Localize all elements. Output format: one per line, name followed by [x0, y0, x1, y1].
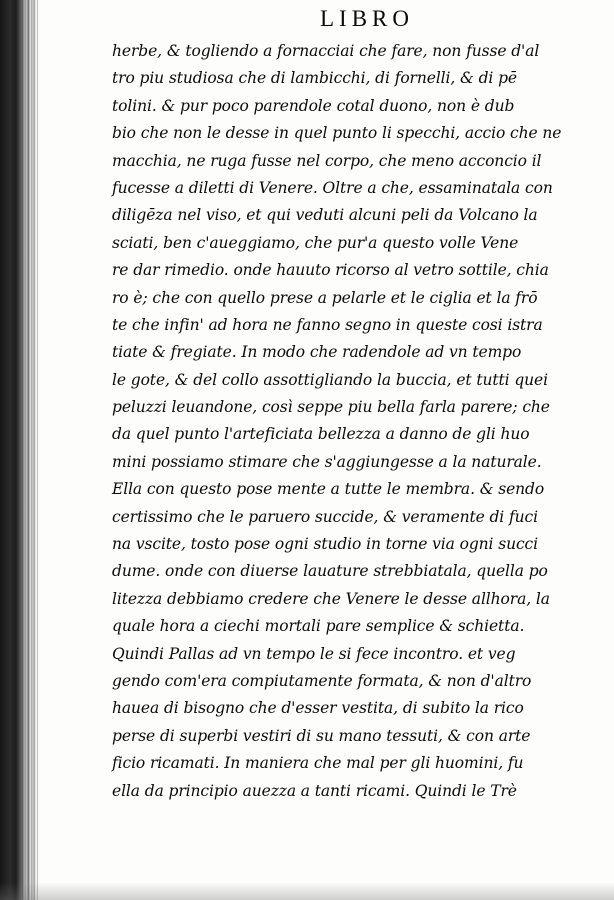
text-line: perse di superbi vestiri di su mano tessuti, & con arte [112, 726, 531, 745]
text-line: bio che non le desse in quel punto li specchi, accio che ne [112, 124, 562, 143]
running-head: LIBRO [320, 6, 414, 31]
text-line: te che infin' ad hora ne fanno segno in queste cosi istra [112, 315, 543, 334]
text-line: dume. onde con diuerse lauature strebbiatala, quella po [112, 562, 548, 581]
text-line: Ella con questo pose mente a tutte le membra. & sendo [112, 480, 545, 499]
text-line: litezza debbiamo credere che Venere le desse allhora, la [112, 589, 550, 608]
text-line: re dar rimedio. onde hauuto ricorso al vetro sottile, chia [112, 261, 549, 280]
text-line: tro piu studiosa che di lambicchi, di fornelli, & di pē [112, 69, 517, 88]
text-line: na vscite, tosto pose ogni studio in torne via ogni succi [112, 535, 538, 554]
text-line: ficio ricamati. In maniera che mal per gli huomini, fu [112, 754, 524, 773]
text-line: herbe, & togliendo a fornacciai che fare, non fusse d'al [112, 42, 540, 60]
text-line: le gote, & del collo assottigliando la buccia, et tutti quei [112, 370, 548, 389]
text-line: tiate & fregiate. In modo che radendole ad vn tempo [112, 343, 522, 362]
text-line: peluzzi leuandone, così seppe piu bella farla parere; che [112, 398, 550, 417]
page-bottom-shadow [0, 882, 614, 900]
text-line: diligēza nel viso, et qui veduti alcuni peli da Volcano la [112, 206, 538, 225]
text-line: gendo com'era compiutamente formata, & non d'altro [112, 671, 532, 690]
text-line: macchia, ne ruga fusse nel corpo, che meno acconcio il [112, 151, 542, 170]
text-line: da quel punto l'arteficiata bellezza a danno de gli huo [112, 425, 530, 444]
text-line: sciati, ben c'aueggiamo, che pur'a questo volle Vene [112, 233, 519, 252]
text-line: ro è; che con quello prese a pelarle et le ciglia et la frō [112, 288, 538, 307]
page-edges [22, 0, 40, 900]
text-line: mini possiamo stimare che s'aggiungesse a la naturale. [112, 452, 542, 471]
text-line: hauea di bisogno che d'esser vestita, di subito la rico [112, 699, 524, 718]
text-line: quale hora a ciechi mortali pare semplice & schietta. [112, 617, 525, 636]
body-text [112, 38, 604, 805]
text-line: Quindi Pallas ad vn tempo le si fece incontro. et veg [112, 644, 516, 663]
text-line: certissimo che le paruero succide, & veramente di fuci [112, 507, 538, 526]
text-line: tolini. & pur poco parendole cotal duono, non è dub [112, 96, 515, 115]
text-line: ella da principio auezza a tanti ricami. Quindi le Trè [112, 781, 517, 800]
text-line: fucesse a diletti di Venere. Oltre a che, essaminatala con [112, 178, 553, 197]
